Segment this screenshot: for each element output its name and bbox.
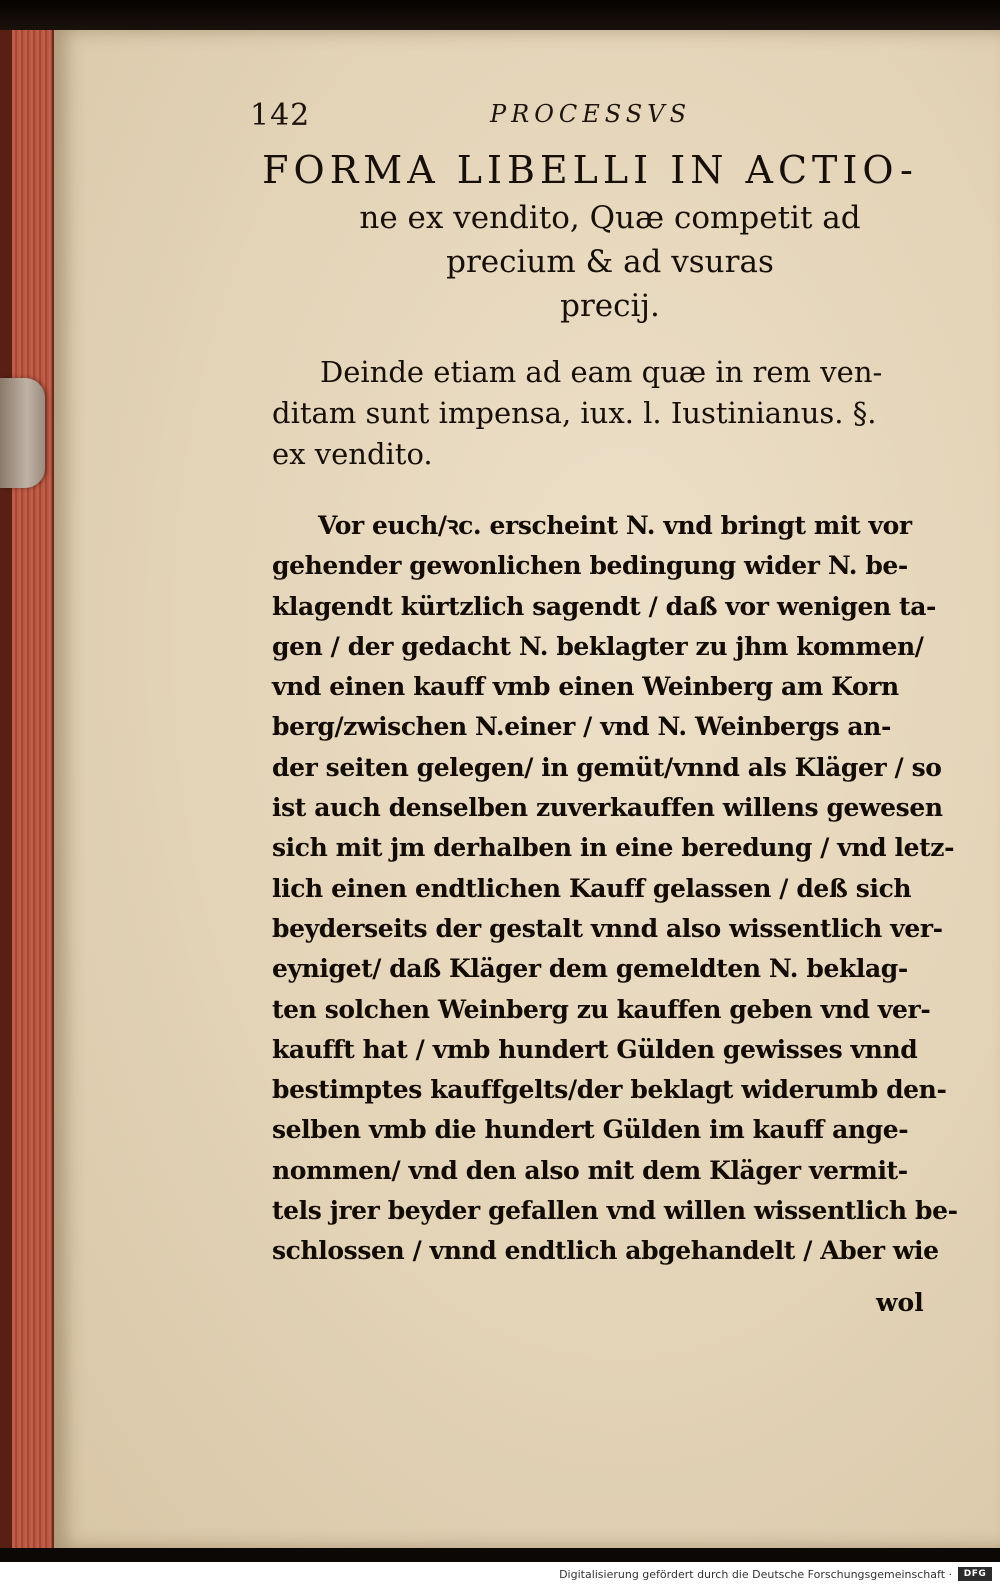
digitization-footer	[0, 1562, 1000, 1584]
book-clasp	[0, 378, 45, 488]
intro-line: ditam sunt impensa, iux. l. Iustinianus. §.	[272, 396, 877, 430]
body-line: selben vmb die hundert Gülden im kauff ange-	[272, 1115, 909, 1145]
latin-intro-paragraph	[272, 352, 952, 475]
top-background	[0, 0, 1000, 30]
page-header	[250, 98, 730, 138]
body-line: ist auch denselben zuverkauffen willens gewesen	[272, 793, 943, 823]
page-number: 142	[250, 98, 311, 133]
body-line: sich mit jm derhalben in eine beredung / vnd letz-	[272, 833, 955, 863]
body-line: ten solchen Weinberg zu kauffen geben vnd ver-	[272, 994, 931, 1024]
body-line: bestimptes kauffgelts/der beklagt widerumb den-	[272, 1075, 947, 1105]
running-head: PROCESSVS	[490, 100, 692, 128]
body-line: vnd einen kauff vmb einen Weinberg am Korn	[272, 672, 899, 702]
title-line: FORMA LIBELLI IN ACTIO-	[262, 148, 918, 192]
body-line: tels jrer beyder gefallen vnd willen wissentlich be-	[272, 1196, 958, 1226]
body-line: eyniget/ daß Kläger dem gemeldten N. beklag-	[272, 954, 908, 984]
catchword: wol	[876, 1288, 924, 1317]
title-line: precij.	[560, 288, 660, 324]
body-line: schlossen / vnnd endtlich abgehandelt / Aber wie	[272, 1236, 939, 1266]
body-line: gen / der gedacht N. beklagter zu jhm kommen/	[272, 631, 924, 661]
body-line: kaufft hat / vmb hundert Gülden gewisses vnnd	[272, 1034, 918, 1064]
footer-credit: Digitalisierung gefördert durch die Deutsche Forschungsgemeinschaft ·	[559, 1568, 952, 1581]
title-line: ne ex vendito, Quæ competit ad	[359, 200, 861, 236]
intro-line: ex vendito.	[272, 437, 433, 471]
body-line: berg/zwischen N.einer / vnd N. Weinbergs an-	[272, 712, 891, 742]
title-line: precium & ad vsuras	[446, 244, 774, 280]
body-line: gehender gewonlichen bedingung wider N. be-	[272, 551, 908, 581]
section-title	[260, 148, 960, 328]
spine-shadow	[0, 30, 12, 1550]
body-line: der seiten gelegen/ in gemüt/vnnd als Kläger / so	[272, 752, 942, 782]
body-line: lich einen endtlichen Kauff gelassen / deß sich	[272, 873, 912, 903]
intro-line: Deinde etiam ad eam quæ in rem ven-	[320, 355, 883, 389]
german-body-paragraph	[272, 506, 958, 1272]
body-line: nommen/ vnd den also mit dem Kläger vermit-	[272, 1155, 908, 1185]
dfg-logo-icon: DFG	[958, 1567, 992, 1581]
body-line: beyderseits der gestalt vnnd also wissentlich ver-	[272, 913, 943, 943]
body-line: Vor euch/ꝛc. erscheint N. vnd bringt mit vor	[318, 511, 912, 540]
body-line: klagendt kürtzlich sagendt / daß vor wenigen ta-	[272, 591, 936, 621]
